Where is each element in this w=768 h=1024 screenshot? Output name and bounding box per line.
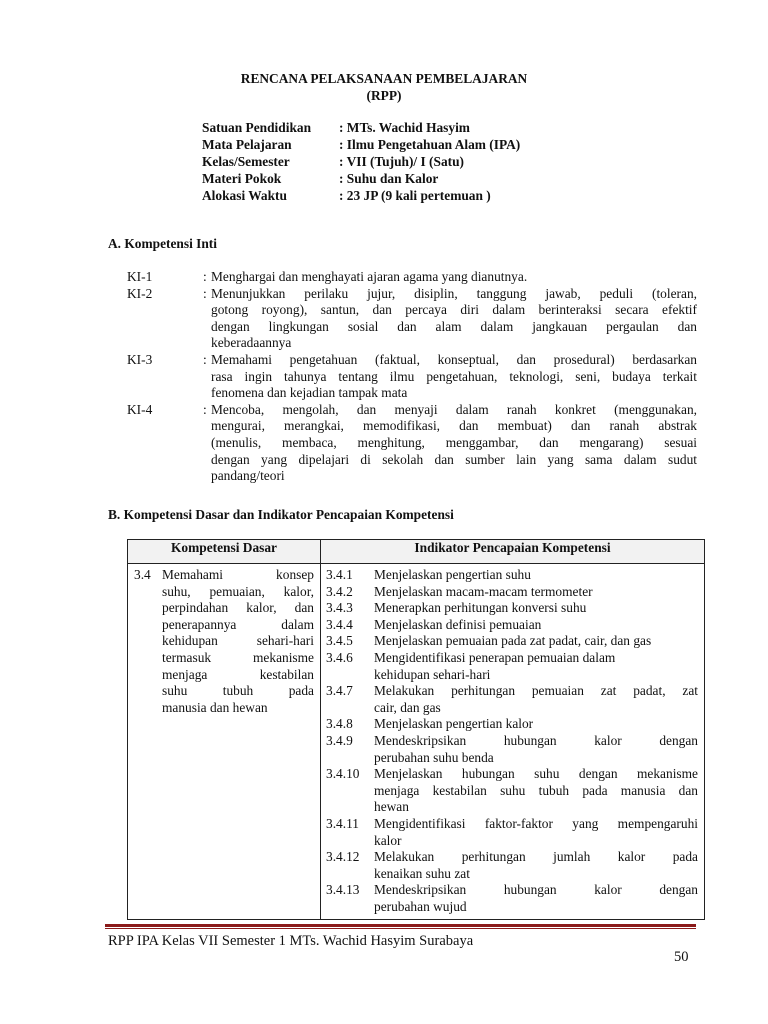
- indicator-number: 3.4.10: [326, 766, 360, 782]
- indicator-text: [374, 683, 698, 716]
- indicator-number: 3.4.4: [326, 616, 353, 632]
- ki-code: KI-3: [127, 351, 153, 367]
- indicator-item: [326, 716, 698, 733]
- indicator-number: 3.4.3: [326, 600, 353, 616]
- kd-line: suhu tubuh pada: [162, 683, 314, 699]
- indicator-line: Menjelaskan definisi pemuaian: [374, 616, 542, 632]
- ki-item: [127, 269, 697, 286]
- indicator-line: perubahan suhu benda: [374, 749, 494, 765]
- indicator-text: [374, 567, 698, 584]
- ki-line: rasa ingin tahunya tentang ilmu pengetahuan, teknologi, seni, budaya terkait: [211, 368, 697, 384]
- indicator-text: [374, 816, 698, 849]
- indicator-item: [326, 600, 698, 617]
- indicator-item: [326, 816, 698, 849]
- info-label: Satuan Pendidikan: [202, 120, 312, 135]
- kd-description: [162, 567, 314, 716]
- ki-line: dengan yang dipelajari di sekolah dan sumber lain yang sama dalam sudut: [211, 451, 697, 467]
- ki-item: [127, 402, 697, 485]
- indicator-item: [326, 567, 698, 584]
- indicator-text: [374, 733, 698, 766]
- column-header-kompetensi-dasar: Kompetensi Dasar: [128, 540, 321, 564]
- indicator-text: [374, 849, 698, 882]
- indicator-text: [374, 600, 698, 617]
- ki-line: fenomena dan kejadian tampak mata: [211, 385, 408, 401]
- footer-divider: [105, 924, 696, 927]
- indicator-item: [326, 882, 698, 915]
- indicator-number: 3.4.12: [326, 849, 360, 865]
- kd-content: [128, 564, 320, 720]
- ki-code: KI-1: [127, 269, 153, 284]
- kompetensi-inti-list: [127, 269, 697, 485]
- indicator-number: 3.4.5: [326, 633, 353, 649]
- info-label: Mata Pelajaran: [202, 137, 292, 152]
- ki-description: [211, 402, 697, 485]
- ki-description: [211, 269, 697, 286]
- document-title: RENCANA PELAKSANAAN PEMBELAJARAN: [240, 71, 528, 86]
- kd-line: suhu, pemuaian, kalor,: [162, 583, 314, 599]
- indicator-number: 3.4.9: [326, 732, 353, 748]
- indicator-cell: [321, 564, 705, 920]
- kd-line: menjaga kestabilan: [162, 666, 314, 682]
- ki-code: KI-2: [127, 285, 153, 301]
- indicator-line: Menjelaskan hubungan suhu dengan mekanisme: [374, 766, 698, 782]
- info-label: Kelas/Semester: [202, 154, 290, 169]
- ki-line: dengan lingkungan sosial dan alam dalam jangkauan pergaulan dan: [211, 318, 697, 334]
- indicator-number: 3.4.13: [326, 882, 360, 898]
- indicator-line: Mengidentifikasi faktor-faktor yang mempengaruhi: [374, 815, 698, 831]
- ki-description: [211, 286, 697, 352]
- indicator-number: 3.4.8: [326, 716, 353, 732]
- indicator-line: Menjelaskan macam-macam termometer: [374, 583, 593, 599]
- ki-line: Memahami pengetahuan (faktual, konseptual, dan prosedural) berdasarkan: [211, 351, 697, 367]
- ki-line: Menunjukkan perilaku jujur, disiplin, tanggung jawab, peduli (toleran,: [211, 285, 697, 301]
- kd-cell: [128, 564, 321, 920]
- indicator-line: Melakukan perhitungan pemuaian zat padat, zat: [374, 683, 698, 699]
- section-a-heading: A. Kompetensi Inti: [108, 236, 217, 251]
- indicator-line: cair, dan gas: [374, 699, 441, 715]
- indicator-line: kalor: [374, 832, 402, 848]
- indicator-item: [326, 650, 698, 683]
- indicator-line: menjaga kestabilan suhu tubuh pada manusia dan: [374, 782, 698, 798]
- indicator-line: Menerapkan perhitungan konversi suhu: [374, 600, 587, 616]
- ki-line: mengurai, merangkai, memodifikasi, dan membuat) dan ranah abstrak: [211, 418, 697, 434]
- indicator-text: [374, 766, 698, 816]
- info-value: : 23 JP (9 kali pertemuan ): [339, 188, 491, 203]
- indicator-item: [326, 733, 698, 766]
- info-row: [202, 188, 520, 205]
- indicator-text: [374, 633, 698, 650]
- indicator-item: [326, 849, 698, 882]
- info-row: [202, 171, 520, 188]
- ki-colon: :: [203, 351, 207, 367]
- kd-line: manusia dan hewan: [162, 699, 268, 715]
- ki-colon: :: [203, 285, 207, 301]
- ki-line: pandang/teori: [211, 468, 285, 484]
- table-header-row: [128, 540, 705, 564]
- indicator-line: Menjelaskan pengertian kalor: [374, 716, 534, 732]
- kd-line: termasuk mekanisme: [162, 649, 314, 665]
- indicator-item: [326, 584, 698, 601]
- info-label: Alokasi Waktu: [202, 188, 287, 203]
- info-row: [202, 120, 520, 137]
- table-row: [128, 564, 705, 920]
- indicator-number: 3.4.1: [326, 567, 353, 582]
- indicator-number: 3.4.7: [326, 683, 353, 699]
- ki-code: KI-4: [127, 401, 153, 417]
- ki-line: Menghargai dan menghayati ajaran agama yang dianutnya.: [211, 269, 528, 284]
- footer-divider-thin: [105, 928, 696, 929]
- ki-colon: :: [203, 401, 207, 417]
- page-number: 50: [674, 949, 689, 965]
- info-value: : Suhu dan Kalor: [339, 171, 439, 186]
- indicator-text: [374, 716, 698, 733]
- indicator-number: 3.4.6: [326, 649, 353, 665]
- competency-table: [127, 539, 705, 920]
- indicator-text: [374, 882, 698, 915]
- indicator-item: [326, 766, 698, 816]
- indicator-line: kenaikan suhu zat: [374, 865, 470, 881]
- info-label: Materi Pokok: [202, 171, 282, 186]
- kd-line: Memahami konsep: [162, 567, 314, 582]
- indicator-text: [374, 650, 698, 683]
- indicator-line: Menjelaskan pengertian suhu: [374, 567, 531, 582]
- footer-text: RPP IPA Kelas VII Semester 1 MTs. Wachid Hasyim Surabaya: [108, 933, 474, 949]
- indicator-line: hewan: [374, 799, 409, 815]
- indicator-list: [321, 564, 704, 919]
- info-row: [202, 137, 520, 154]
- indicator-line: kehidupan sehari-hari: [374, 666, 491, 682]
- ki-colon: :: [203, 269, 207, 284]
- indicator-line: Menjelaskan pemuaian pada zat padat, cair, dan gas: [374, 633, 652, 649]
- indicator-line: Mendeskripsikan hubungan kalor dengan: [374, 882, 698, 898]
- indicator-line: Mendeskripsikan hubungan kalor dengan: [374, 732, 698, 748]
- ki-item: [127, 352, 697, 402]
- indicator-line: Melakukan perhitungan jumlah kalor pada: [374, 849, 698, 865]
- ki-line: gotong royong), santun, dan percaya diri dalam berinteraksi secara efektif: [211, 302, 697, 318]
- kd-number: 3.4: [134, 567, 151, 582]
- info-value: : VII (Tujuh)/ I (Satu): [339, 154, 465, 169]
- kd-line: penerapannya dalam: [162, 616, 314, 632]
- ki-line: (menulis, membaca, menghitung, menggambar, dan mengarang) sesuai: [211, 434, 697, 450]
- document-subtitle: (RPP): [366, 88, 402, 103]
- indicator-number: 3.4.11: [326, 815, 359, 831]
- ki-line: Mencoba, mengolah, dan menyaji dalam ranah konkret (menggunakan,: [211, 401, 697, 417]
- kd-line: perpindahan kalor, dan: [162, 600, 314, 616]
- indicator-number: 3.4.2: [326, 583, 353, 599]
- section-b-heading: B. Kompetensi Dasar dan Indikator Pencapaian Kompetensi: [108, 507, 454, 522]
- indicator-item: [326, 617, 698, 634]
- kd-line: kehidupan sehari-hari: [162, 633, 314, 649]
- indicator-item: [326, 633, 698, 650]
- ki-description: [211, 352, 697, 402]
- info-block: [202, 120, 520, 205]
- indicator-line: perubahan wujud: [374, 898, 467, 914]
- ki-line: keberadaannya: [211, 335, 292, 351]
- column-header-indikator: Indikator Pencapaian Kompetensi: [321, 540, 705, 564]
- indicator-text: [374, 617, 698, 634]
- info-value: : Ilmu Pengetahuan Alam (IPA): [339, 137, 521, 152]
- info-value: : MTs. Wachid Hasyim: [339, 120, 470, 135]
- ki-item: [127, 286, 697, 352]
- indicator-text: [374, 584, 698, 601]
- indicator-item: [326, 683, 698, 716]
- info-row: [202, 154, 520, 171]
- indicator-line: Mengidentifikasi penerapan pemuaian dalam: [374, 649, 616, 665]
